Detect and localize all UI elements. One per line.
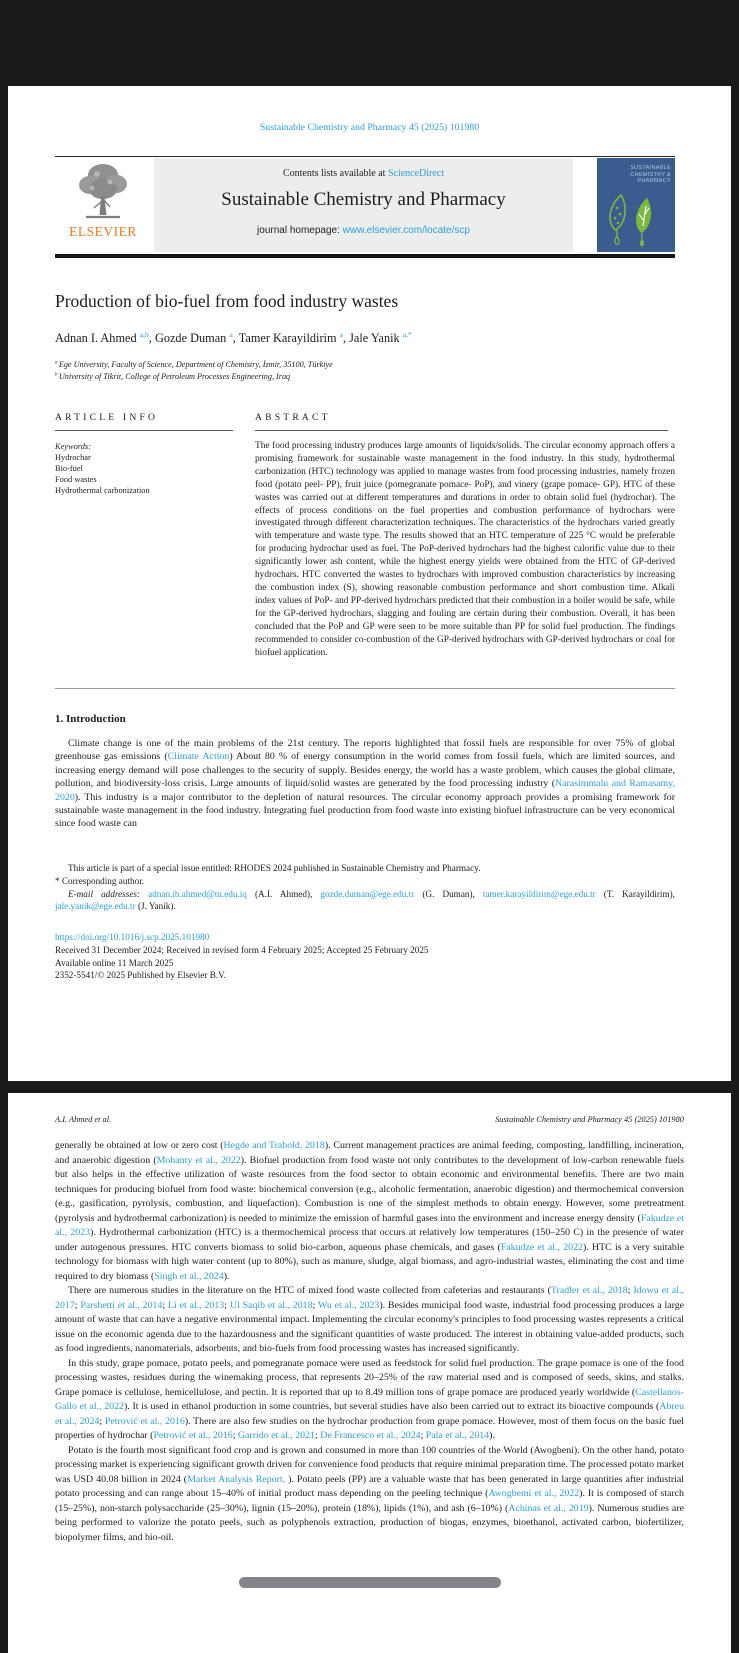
body-paragraph: Potato is the fourth most significant food crop and is grown and consumed in more than 100 countries of the World (Awogbeni). On the other hand, potato processing market is experiencing significant growth driven for convenience food products that require minimal preparation time. The processed potato market was USD 40.08 billion in 2024 (Market Analysis Report, ). Potato peels (PP) are a valuable waste that has been generated in large quantities after industrial potato processing and can range about 15–40% of initial product mass depending on the peeling technique (Awogbemi et al., 2022). It is composed of starch (15–25%), non-starch polysaccharide (25–30%), lignin (15–20%), protein (18%), lipids (1%), and ash (6–10%) (Achinas et al., 2019). Numerous studies are being performed to valorize the potato peels, such as polyphenols extraction, production of biogas, enzymes, bioethanol, activated carbon, biofertilizer, biopolymer films, and bio-oil. — [55, 1444, 684, 1543]
journal-citation-link[interactable]: Sustainable Chemistry and Pharmacy 45 (2025) 101980 — [259, 122, 480, 133]
email-addresses-line[interactable]: E-mail addresses: adnan.ib.ahmed@tu.edu.iq (A.I. Ahmed), gozde.duman@ege.edu.tr (G. Duman), tamer.karayildirim@ege.edu.tr (T. Karayildirim), jale.yanik@ege.edu.tr (J. Yanik). — [55, 888, 675, 912]
elsevier-wordmark: ELSEVIER — [69, 224, 137, 239]
header-thick-rule — [55, 254, 675, 258]
issn-copyright-line: 2352-5541/© 2025 Published by Elsevier B.V. — [55, 970, 226, 980]
page-1 — [8, 86, 731, 1081]
body-paragraph: In this study, grape pomace, potato peels, and pomegranate pomace were used as feedstock for solid fuel production. The grape pomace is one of the food processing wastes, residues during the winemaking process, that represents 20–25% of the raw material used and is composed of seeds, skins, and stalks. Grape pomace is cellulose, hemicellulose, and pectin. It is reported that up to 8.49 million tons of grape pomace are produced yearly worldwide (Castellanos-Gallo et al., 2022). It is used in ethanol production in some countries, but several studies have also been carried out to extract its bioactive compounds (Abreu et al., 2024; Petrović et al., 2016). There are also few studies on the hydrochar production from grape pomace. However, most of them focus on the basic fuel properties of hydrochar (Petrović et al., 2016; Garrido et al., 2021; De Francesco et al., 2024; Pala et al., 2014). — [55, 1357, 685, 1441]
journal-banner-box — [154, 158, 573, 252]
journal-header-banner — [55, 158, 675, 252]
running-header-authors: A.I. Ahmed et al. — [55, 1115, 112, 1124]
body-paragraph: generally be obtained at low or zero cost (Hegde and Trabold, 2018). Current management practices are animal feeding, composting, landfilling, incineration, and anaerobic digestion (Mohanty et al., 2022). Biofuel production from food waste not only contributes to the development of low-carbon renewable fuels but also helps in the effective utilization of waste resources from the food sector to obtain economic and environmental benefits. There are two main techniques for producing biofuel from food waste: biochemical conversion (e.g., alcoholic fermentation, anaerobic digestion) and thermochemical conversion (e.g., gasification, pyrolysis, combustion, and liquefaction). Combustion is one of the simplest methods to obtain energy. However, some pretreatment (pyrolysis and hydrothermal carbonization) is needed to minimize the emission of harmful gases into the environment and increase energy density (Fakudze et al., 2023). Hydrothermal carbonization (HTC) is a thermochemical process that occurs at relatively low temperatures (150–250 C) in the presence of water under autogenous pressures. HTC converts biomass to solid bio-carbon, aqueous phase chemicals, and gases (Fakudze et al., 2022). HTC is a very suitable technology for biomass with high water content (up to 80%), such as manure, sludge, algal biomass, and agro-industrial wastes, eliminating the cost and time required to dry biomass (Singh et al., 2024). — [55, 1140, 684, 1282]
home-indicator[interactable] — [239, 1577, 501, 1588]
article-info-rule — [55, 430, 233, 431]
abstract-heading: ABSTRACT — [255, 412, 331, 423]
journal-cover-leaves-icon — [605, 194, 667, 248]
abstract-rule — [255, 430, 668, 431]
affiliation-line: $^b$ University of Tikrit, College of Petroleum Processes Engineering, Iraq — [55, 370, 291, 381]
journal-homepage-line[interactable]: journal homepage: www.elsevier.com/locate/scp — [257, 225, 470, 236]
elsevier-tree-icon — [74, 160, 132, 222]
abstract-bottom-divider — [55, 688, 675, 689]
elsevier-logo[interactable] — [55, 158, 151, 252]
affiliations — [55, 359, 675, 382]
header-top-divider — [55, 156, 675, 157]
journal-cover-caption: SUSTAINABLE CHEMISTRY & PHARMACY — [630, 165, 671, 184]
received-dates-line: Received 31 December 2024; Received in revised form 4 February 2025; Accepted 25 February 2025 — [55, 945, 429, 955]
page-2-body — [55, 1139, 684, 1545]
keyword: Food wastes — [55, 475, 97, 484]
doi-link[interactable]: https://doi.org/10.1016/j.scp.2025.101980 — [55, 932, 210, 942]
article-info-column — [55, 412, 255, 659]
abstract-text: The food processing industry produces large amounts of liquids/solids. The circular economy approach offers a promising framework for sustainable waste management in the food industry. In this study, hydrothermal carbonization (HTC) technology was applied to manage wastes from food processing industries, namely frozen food (potato peel- PP), fruit juice (pomegranate pomace- PoP), and vinery (grape pomace- GP). HTC of these wastes was carried out at different temperatures and durations in order to obtain solid fuel (hydrochar). The effects of process conditions on the fuel properties and combustion performance of hydrochars were investigated through different characterization techniques. The characteristics of the hydrochars varied greatly with temperature and waste type. The results showed that an HTC temperature of 225 °C would be preferable for producing hydrochar used as fuel. The PoP-derived hydrochars had the highest calorific value due to their significantly lower ash content, while the highest energy yields were obtained from the HTC of GP-derived hydrochars. HTC converted the wastes to hydrochars with improved combustion characteristics by increasing the combustion index (S), showing reasonable combustion performance and short combustion time. Alkali index values of PoP- and PP-derived hydrochars predicted that their combustion in a boiler would be safe, while for the GP-derived hydrochars, slagging and fouling are certain during their combustion. Overall, it has been concluded that the PoP and GP were seen to be more suitable than PP for solid fuel production. The findings recommended to consider co-combustion of the GP-derived hydrochars with GP-derived hydrochars or coal for biofuel application. — [255, 441, 675, 658]
author-list[interactable]: Adnan I. Ahmed $^{a,b}$, Gozde Duman $^a$, Tamer Karayildirim $^a$, Jale Yanik $^{a,*}$ — [55, 329, 412, 345]
keyword: Hydrothermal carbonization — [55, 486, 150, 495]
special-issue-note: This article is part of a special issue entitled: RHODES 2024 published in Sustainable Chemistry and Pharmacy. — [68, 863, 481, 873]
contents-list-line[interactable]: Contents lists available at ScienceDirect — [282, 168, 445, 179]
journal-title: Sustainable Chemistry and Pharmacy — [221, 189, 506, 210]
page-2 — [8, 1093, 731, 1653]
affiliation-line: $^a$ Ege University, Faculty of Science, Department of Chemistry, İzmir, 35100, Türkiye — [55, 359, 333, 369]
corresponding-author-note: * Corresponding author. — [55, 875, 145, 886]
article-title: Production of bio-fuel from food industry wastes — [55, 291, 399, 311]
journal-cover-thumbnail[interactable] — [597, 158, 675, 252]
keyword: Hydrochar — [55, 453, 91, 462]
article-info-heading: ARTICLE INFO — [55, 412, 159, 423]
footnote-block — [55, 862, 675, 913]
article-info-abstract-block — [55, 412, 675, 659]
body-paragraph: There are numerous studies in the literature on the HTC of mixed food waste collected from cafeterias and restaurants (Tradler et al., 2018; Idowu et al., 2017; Parshetti et al., 2014; Li et al., 2013; Ul Saqib et al., 2018; Wu et al., 2023). Besides municipal food waste, industrial food processing produces a large amount of waste that can have a negative environmental impact. Implementing the circular economy's principles to food processing wastes represents a critical issue on the economic agenda due to the hazardousness and the significant quantities of waste produced. The interest in obtaining value-added products, such as food ingredients, nanomaterials, adsorbents, and bio-fuels from food processing wastes has increased significantly. — [55, 1285, 685, 1354]
running-header-journal: Sustainable Chemistry and Pharmacy 45 (2025) 101980 — [495, 1115, 684, 1124]
keyword: Bio-fuel — [55, 464, 83, 473]
introduction-paragraph: Climate change is one of the main problems of the 21st century. The reports highlighted that fossil fuels are responsible for over 75% of global greenhouse gas emissions (Climate Action) About 80 % of energy consumption in the world comes from fossil fuels, which are limited sources, and increasing energy demand will pose challenges to the security of supply. Besides energy, the world has a waste problem, which causes the global climate, pollution, and biodiversity-loss crisis. Large amounts of liquid/solid wastes are generated by the food processing industry (Narasimmalu and Ramasamy, 2020). This industry is a major contributor to the depletion of natural resources. The circular economy approach provides a promising framework for sustainable waste management in the food industry. Integrating fuel production from food waste into existing biofuel infrastructure can be very economical since food waste can — [55, 738, 675, 830]
section-heading-introduction: 1. Introduction — [55, 713, 126, 725]
keywords-label: Keywords: — [55, 442, 91, 451]
abstract-column — [255, 412, 675, 659]
running-header — [55, 1115, 684, 1124]
available-online-line: Available online 11 March 2025 — [55, 958, 174, 968]
